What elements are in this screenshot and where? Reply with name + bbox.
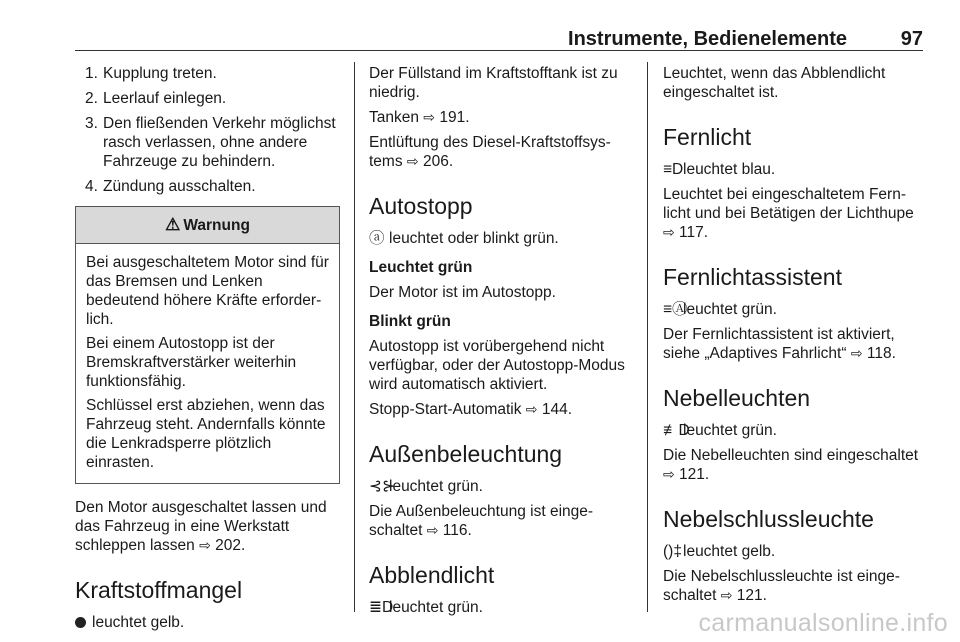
page-reference: 116. (442, 522, 472, 539)
reference-arrow-icon: ⇨ (199, 537, 211, 553)
section-heading-kraftstoffmangel: Kraftstoffmangel (75, 577, 243, 603)
page-number: 97 (900, 28, 923, 50)
low-beam-icon: ≣D (369, 599, 394, 616)
indicator-line: ≣Dleuchtet grün. (369, 599, 483, 616)
column-1 (75, 64, 340, 638)
column-2 (369, 64, 637, 623)
high-beam-icon: ≡D (663, 161, 684, 178)
indicator-line: ()‡leuchtet gelb. (663, 543, 776, 560)
column-3 (663, 64, 925, 611)
paragraph: Der Motor ist im Autostopp. (369, 284, 556, 301)
paragraph: Entlüftung des Diesel-Kraftstoffsys- tems ⇨ 206. (369, 134, 611, 170)
list-item: 2. Leerlauf einlegen. (85, 90, 227, 107)
warning-icon: ⚠ (165, 215, 181, 234)
rear-fog-light-icon: ()‡ (663, 543, 682, 560)
warning-box (75, 206, 340, 484)
warning-paragraph: Schlüssel erst abziehen, wenn das Fahrzeug steht. Andernfalls könnte die Lenkradsperre plötzlich einrasten. (86, 397, 326, 471)
paragraph: Der Füllstand im Kraftstofftank ist zu niedrig. (369, 65, 618, 101)
indicator-line: ≢Dleuchtet grün. (663, 422, 777, 439)
column-divider-1 (354, 62, 355, 612)
subheading: Blinkt grün (369, 313, 451, 330)
section-heading-fernlichtassistent: Fernlichtassistent (663, 264, 842, 290)
indicator-line: ≡Dleuchtet blau. (663, 161, 776, 178)
page-reference: 191. (439, 109, 470, 126)
paragraph: Tanken ⇨ 191. (369, 109, 470, 126)
watermark: carmanualsonline.info (698, 609, 948, 637)
page-reference: 117. (679, 224, 709, 241)
header-title: Instrumente, Bedienelemente (568, 28, 847, 50)
reference-arrow-icon: ⇨ (850, 345, 863, 361)
warning-title: Warnung (183, 217, 250, 234)
list-item: 3. Den fließenden Verkehr möglichst rasch verlassen, ohne andere Fahrzeuge zu behindern. (85, 115, 336, 170)
indicator-line: ⓐ leuchtet oder blinkt grün. (369, 230, 559, 247)
reference-arrow-icon: ⇨ (525, 401, 538, 417)
paragraph: Die Außenbeleuchtung ist einge- schaltet ⇨ 116. (369, 503, 594, 539)
reference-arrow-icon: ⇨ (663, 466, 675, 482)
warning-paragraph: Bei ausgeschaltetem Motor sind für das Bremsen und Lenken bedeutend höhere Kräfte erforder- lich. (86, 254, 329, 328)
page-reference: 202. (215, 537, 246, 554)
indicator-line: ⊰⊱leuchtet grün. (369, 478, 483, 495)
paragraph: Stopp-Start-Automatik ⇨ 144. (369, 401, 573, 418)
section-heading-abblendlicht: Abblendlicht (369, 562, 495, 588)
section-heading-aussenbeleuchtung: Außenbeleuchtung (369, 441, 563, 467)
section-heading-autostopp: Autostopp (369, 193, 473, 219)
warning-body (76, 244, 339, 483)
side-lights-icon: ⊰⊱ (369, 478, 395, 495)
page-reference: 206. (422, 153, 454, 170)
page-reference: 118. (866, 345, 896, 362)
subheading: Leuchtet grün (369, 259, 473, 276)
paragraph: Die Nebelschlussleuchte ist einge- schaltet ⇨ 121. (663, 568, 900, 604)
warning-paragraph: Bei einem Autostopp ist der Bremskraftverstärker weiterhin funktionsfähig. (86, 335, 297, 390)
autostop-icon: ⓐ (369, 230, 385, 247)
reference-arrow-icon: ⇨ (663, 224, 675, 240)
section-heading-nebelleuchten: Nebelleuchten (663, 385, 811, 411)
paragraph: Leuchtet bei eingeschaltetem Fern- licht und bei Betätigen der Lichthupe ⇨ 117. (663, 186, 914, 241)
indicator-line: ≡Ⓐleuchtet grün. (663, 301, 777, 318)
header-rule (75, 50, 923, 51)
warning-header (76, 207, 339, 244)
paragraph: Autostopp ist vorübergehend nicht verfügbar, oder der Autostopp-Modus wird automatisch aktiviert. (369, 338, 625, 393)
reference-arrow-icon: ⇨ (423, 109, 436, 125)
list-item: 4. Zündung ausschalten. (85, 178, 256, 195)
section-heading-fernlicht: Fernlicht (663, 124, 752, 150)
paragraph: Leuchtet, wenn das Abblendlicht eingeschaltet ist. (663, 65, 886, 101)
step-list (75, 64, 340, 196)
high-beam-assist-icon: ≡Ⓐ (663, 301, 688, 318)
page-reference: 121. (679, 466, 710, 483)
list-item: 1. Kupplung treten. (85, 65, 217, 82)
paragraph: Die Nebelleuchten sind eingeschaltet ⇨ 121. (663, 447, 919, 483)
paragraph: Den Motor ausgeschaltet lassen und das Fahrzeug in eine Werkstatt schleppen lassen ⇨ 202. (75, 499, 327, 554)
reference-arrow-icon: ⇨ (426, 522, 439, 538)
column-divider-2 (647, 62, 648, 612)
page-reference: 144. (541, 401, 573, 418)
page-reference: 121. (736, 587, 767, 604)
filled-circle-icon (75, 617, 86, 628)
page-header (75, 26, 923, 53)
reference-arrow-icon: ⇨ (720, 587, 733, 603)
indicator-line: leuchtet gelb. (75, 613, 340, 632)
section-heading-nebelschlussleuchte: Nebelschlussleuchte (663, 506, 874, 532)
fog-light-icon: ≢D (663, 422, 690, 439)
reference-arrow-icon: ⇨ (406, 153, 419, 169)
paragraph: Der Fernlichtassistent ist aktiviert, siehe „Adaptives Fahrlicht“ ⇨ 118. (663, 326, 896, 362)
